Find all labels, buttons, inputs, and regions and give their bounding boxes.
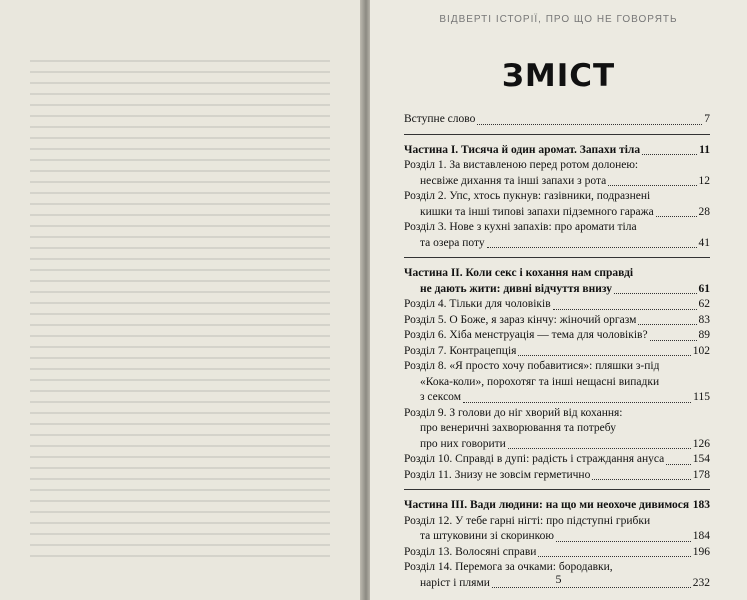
toc-page-number: 178 — [692, 468, 710, 481]
toc-page-number: 41 — [698, 236, 710, 249]
section-rule — [404, 489, 710, 490]
toc-entry-text: Розділ 12. У тебе гарні нігті: про підступні грибки — [404, 514, 651, 527]
toc-page-number: 28 — [698, 205, 710, 218]
toc-entry-text: не дають жити: дивні відчуття внизу — [420, 282, 613, 295]
dot-leader — [463, 402, 691, 403]
toc-entry-text: про венеричні захворювання та потребу — [420, 422, 616, 434]
toc-entry-chapter[interactable] — [404, 189, 710, 220]
toc-page-number: 184 — [692, 530, 710, 542]
running-header: ВІДВЕРТІ ІСТОРІЇ, ПРО ЩО НЕ ГОВОРЯТЬ — [439, 14, 678, 25]
toc-entry-intro[interactable] — [404, 112, 710, 128]
toc-entry-text: та озера поту — [420, 236, 485, 249]
toc-entry-text: Розділ 13. Волосяні справи — [404, 545, 537, 558]
toc-entry-text: та штуковини зі скоринкою — [420, 530, 555, 542]
toc-entry-chapter[interactable] — [404, 359, 710, 406]
toc-entry-text: Розділ 3. Нове з кухні запахів: про аромати тіла — [404, 221, 637, 233]
toc-entry-chapter[interactable] — [404, 344, 710, 360]
toc-entry-section[interactable] — [404, 498, 710, 514]
toc-entry-chapter[interactable] — [404, 220, 710, 251]
toc-entry-chapter[interactable] — [404, 158, 710, 189]
toc-entry-chapter[interactable] — [404, 452, 710, 468]
toc-entry-chapter[interactable] — [404, 468, 710, 484]
dot-leader — [650, 340, 697, 341]
toc-page-number: 196 — [692, 545, 710, 558]
dot-leader — [556, 541, 691, 542]
toc-entry-text: наріст і плями — [420, 576, 490, 589]
page-number: 5 — [555, 572, 562, 586]
toc-entry-text: Розділ 6. Хіба менструація — тема для чоловіків? — [404, 329, 648, 341]
toc-page-number: 7 — [704, 113, 710, 125]
dot-leader — [508, 448, 691, 449]
toc-entry-text: Розділ 10. Справді в дупі: радість і страждання ануса — [404, 453, 665, 465]
toc-entry-section[interactable] — [404, 143, 710, 159]
toc-entry-text: Розділ 5. О Боже, я зараз кінчу: жіночий оргазм — [404, 313, 637, 326]
toc-entry-text: Розділ 4. Тільки для чоловіків — [404, 298, 551, 310]
toc-entry-chapter[interactable] — [404, 328, 710, 344]
toc-entry-text: Частина III. Вади людини: на що ми неохоче дивимося — [404, 499, 689, 511]
toc-entry-chapter[interactable] — [404, 297, 710, 313]
toc-page-number: 126 — [692, 437, 710, 450]
toc-page-number: 232 — [692, 576, 710, 589]
toc-entry-section[interactable] — [404, 266, 710, 297]
dot-leader — [608, 185, 696, 186]
toc-entry-text: Частина I. Тисяча й один аромат. Запахи тіла — [404, 143, 641, 156]
toc-page-number: 12 — [698, 174, 710, 187]
dot-leader — [553, 309, 697, 310]
toc-page-number: 89 — [698, 329, 710, 341]
toc-entry-text: Розділ 7. Контрацепція — [404, 344, 517, 357]
section-rule — [404, 257, 710, 258]
dot-leader — [487, 247, 697, 248]
left-page — [0, 0, 362, 600]
toc-entry-text: Вступне слово — [404, 113, 476, 125]
toc-entry-text: про них говорити — [420, 437, 506, 450]
page-title: ЗМІСТ — [501, 58, 616, 94]
toc-entry-chapter[interactable] — [404, 313, 710, 329]
toc-page-number: 11 — [699, 143, 710, 156]
toc-entry-text: Частина II. Коли секс і кохання нам справді — [404, 267, 634, 279]
bleed-through-text — [30, 60, 330, 560]
toc-entry-text: Розділ 1. За виставленою перед ротом долонею: — [404, 159, 639, 171]
toc-entry-text: Розділ 11. Знизу не зовсім герметично — [404, 468, 591, 481]
dot-leader — [592, 479, 690, 480]
dot-leader — [638, 324, 696, 325]
toc-page-number: 115 — [693, 391, 710, 403]
dot-leader — [642, 154, 697, 155]
toc-page-number: 183 — [692, 499, 710, 511]
toc-entry-text: Розділ 9. З голови до ніг хворий від кохання: — [404, 406, 623, 419]
dot-leader — [538, 556, 690, 557]
toc-page-number: 61 — [698, 282, 710, 295]
toc-entry-text: несвіже дихання та інші запахи з рота — [420, 174, 607, 187]
toc-entry-text: Розділ 2. Упс, хтось пукнув: газівники, подразнені — [404, 190, 651, 202]
toc-entry-text: «Кока-коли», порохотяг та інші нещасні випадки — [420, 375, 660, 388]
dot-leader — [518, 355, 690, 356]
toc-entry-text: з сексом — [420, 391, 461, 403]
toc-entry-text: Розділ 14. Перемога за очками: бородавки, — [404, 561, 613, 573]
dot-leader — [614, 293, 696, 294]
table-of-contents — [404, 112, 710, 591]
toc-page-number: 62 — [698, 298, 710, 310]
toc-entry-chapter[interactable] — [404, 545, 710, 561]
section-rule — [404, 134, 710, 135]
toc-entry-chapter[interactable] — [404, 514, 710, 545]
toc-page-number: 102 — [692, 344, 710, 357]
right-page — [370, 0, 747, 600]
toc-entry-text: Розділ 8. «Я просто хочу побавитися»: пляшки з-під — [404, 360, 660, 372]
dot-leader — [666, 464, 691, 465]
toc-entry-chapter[interactable] — [404, 406, 710, 453]
toc-page-number: 154 — [692, 453, 710, 465]
dot-leader — [477, 124, 702, 125]
dot-leader — [492, 587, 691, 588]
toc-page-number: 83 — [698, 313, 710, 326]
dot-leader — [656, 216, 697, 217]
toc-entry-text: кишки та інші типові запахи підземного гаража — [420, 205, 654, 218]
